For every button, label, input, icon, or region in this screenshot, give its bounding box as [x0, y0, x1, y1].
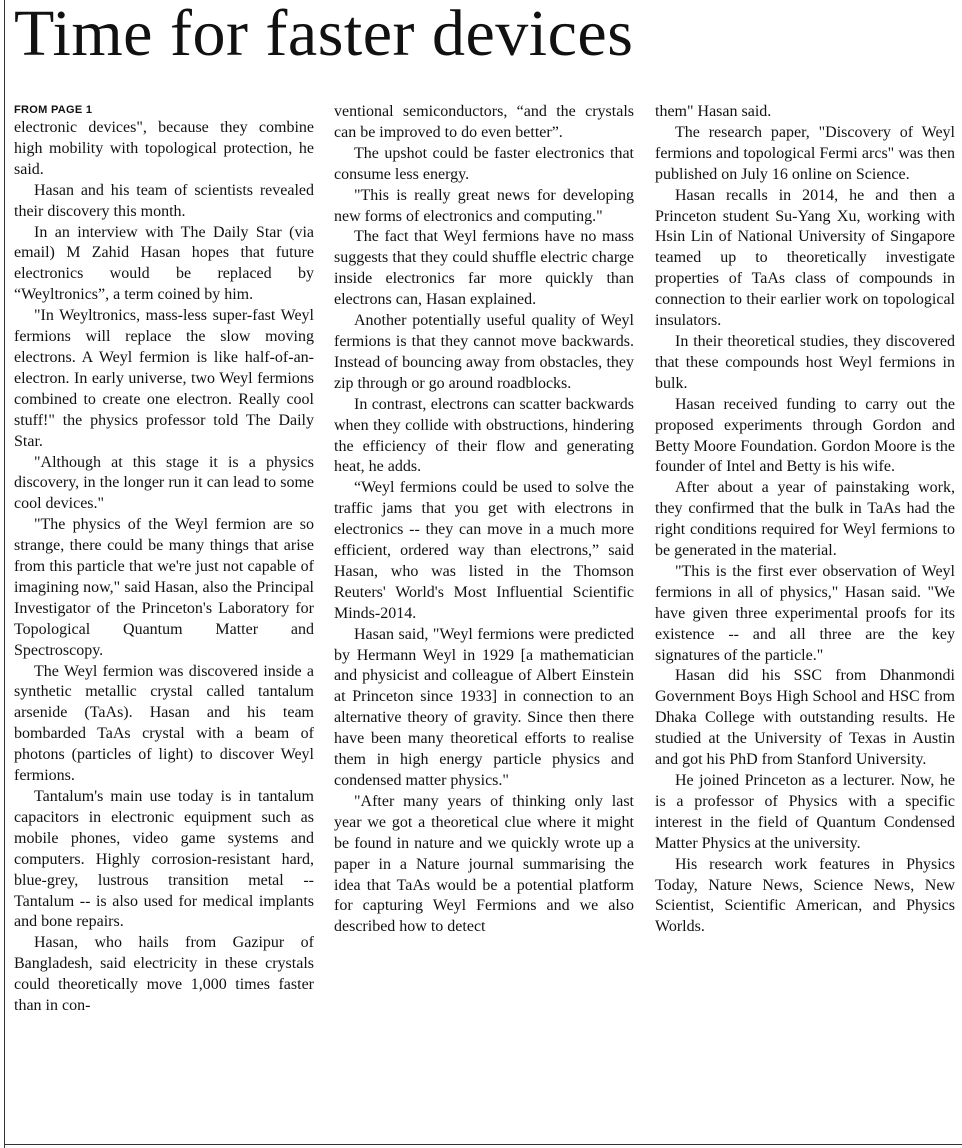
- paragraph: In their theoretical studies, they discovered that these compounds host Weyl fermions in bulk.: [655, 332, 955, 392]
- paragraph: Hasan and his team of scientists revealed their discovery this month.: [14, 181, 314, 220]
- article-column-1: [14, 102, 314, 1017]
- paragraph: "After many years of thinking only last year we got a theoretical clue where it might be found in nature and we quickly wrote up a paper in a Nature journal summarising the idea that TaAs would be a potential platform for capturing Weyl Fermions and we also described how to detect: [334, 792, 634, 936]
- paragraph: "Although at this stage it is a physics discovery, in the longer run it can lead to some cool devices.": [14, 453, 314, 513]
- paragraph: them" Hasan said.: [655, 103, 772, 120]
- paragraph: ventional semiconductors, “and the crystals can be improved to do even better”.: [334, 103, 634, 141]
- paragraph: After about a year of painstaking work, they confirmed that the bulk in TaAs had the right conditions required for Weyl fermions to be generated in the material.: [655, 479, 955, 560]
- article-column-3: [655, 102, 955, 938]
- left-column-rule: [4, 0, 5, 1148]
- paragraph: Hasan did his SSC from Dhanmondi Government Boys High School and HSC from Dhaka College with outstanding results. He studied at the University of Texas in Austin and got his PhD from Stanford University.: [655, 667, 955, 769]
- paragraph: Hasan, who hails from Gazipur of Bangladesh, said electricity in these crystals could theoretically move 1,000 times faster than in con-: [14, 934, 314, 1015]
- paragraph: "This is the first ever observation of Weyl fermions in all of physics," Hasan said. "We have given three experimental proofs for its existence -- and all three are the key signatures of the particle.": [655, 562, 955, 664]
- paragraph: Another potentially useful quality of Weyl fermions is that they cannot move backwards. Instead of bouncing away from obstacles, they zip through or go around roadblocks.: [334, 312, 634, 392]
- bottom-rule: [4, 1144, 962, 1145]
- paragraph: The upshot could be faster electronics that consume less energy.: [334, 144, 634, 183]
- paragraph: Hasan recalls in 2014, he and then a Princeton student Su-Yang Xu, working with Hsin Lin of National University of Singapore teamed up to theoretically investigate properties of TaAs class of compounds in connection to their earlier work on topological insulators.: [655, 186, 955, 330]
- paragraph: His research work features in Physics Today, Nature News, Science News, New Scientist, Scientific American, and Physics Worlds.: [655, 855, 955, 936]
- paragraph: electronic devices", because they combine high mobility with topological protection, he said.: [14, 119, 314, 178]
- paragraph: In an interview with The Daily Star (via email) M Zahid Hasan hopes that future electronics would be replaced by “Weyltronics”, a term coined by him.: [14, 223, 314, 304]
- paragraph: Hasan received funding to carry out the proposed experiments through Gordon and Betty Moore Foundation. Gordon Moore is the founder of Intel and Betty is his wife.: [655, 395, 955, 476]
- jump-label: FROM PAGE 1: [14, 104, 93, 116]
- paragraph: In contrast, electrons can scatter backwards when they collide with obstructions, hindering the efficiency of their flow and generating heat, he adds.: [334, 395, 634, 476]
- paragraph: The fact that Weyl fermions have no mass suggests that they could shuffle electric charge inside electronics far more quickly than electrons can, Hasan explained.: [334, 228, 634, 309]
- paragraph: "In Weyltronics, mass-less super-fast Weyl fermions will replace the slow moving electrons. A Weyl fermion is like half-of-an-electron. In early universe, two Weyl fermions combined to create one electron. Really cool stuff!" the physics professor told The Daily Star.: [14, 307, 314, 450]
- paragraph: The Weyl fermion was discovered inside a synthetic metallic crystal called tantalum arsenide (TaAs). Hasan and his team bombarded TaAs crystal with a beam of photons (particles of light) to discover Weyl fermions.: [14, 662, 314, 785]
- paragraph: Hasan said, "Weyl fermions were predicted by Hermann Weyl in 1929 [a mathematician and physicist and colleague of Albert Einstein at Princeton since 1933] in connection to an alternative theory of gravity. Since then there have been many theoretical efforts to realise them in high energy particle physics and condensed matter physics.": [334, 625, 634, 789]
- article-column-2: [334, 102, 634, 938]
- paragraph: The research paper, "Discovery of Weyl fermions and topological Fermi arcs" was then published on July 16 online on Science.: [655, 123, 955, 183]
- paragraph: “Weyl fermions could be used to solve the traffic jams that you get with electrons in electronics -- they can move in a much more efficient, ordered way than electrons,” said Hasan, who was listed in the Thomson Reuters' World's Most Influential Scientific Minds-2014.: [334, 479, 634, 622]
- headline: Time for faster devices: [14, 0, 634, 70]
- paragraph: He joined Princeton as a lecturer. Now, he is a professor of Physics with a specific interest in the field of Quantum Condensed Matter Physics at the university.: [655, 772, 955, 852]
- paragraph: "This is really great news for developing new forms of electronics and computing.": [334, 186, 634, 225]
- paragraph: "The physics of the Weyl fermion are so strange, there could be many things that arise from this particle that we're just not capable of imagining now," said Hasan, also the Principal Investigator of the Princeton's Laboratory for Topological Quantum Matter and Spectroscopy.: [14, 516, 314, 659]
- paragraph: Tantalum's main use today is in tantalum capacitors in electronic equipment such as mobile phones, video game systems and computers. Highly corrosion-resistant hard, blue-grey, lustrous transition metal -- Tantalum -- is also used for medical implants and bone repairs.: [14, 788, 314, 931]
